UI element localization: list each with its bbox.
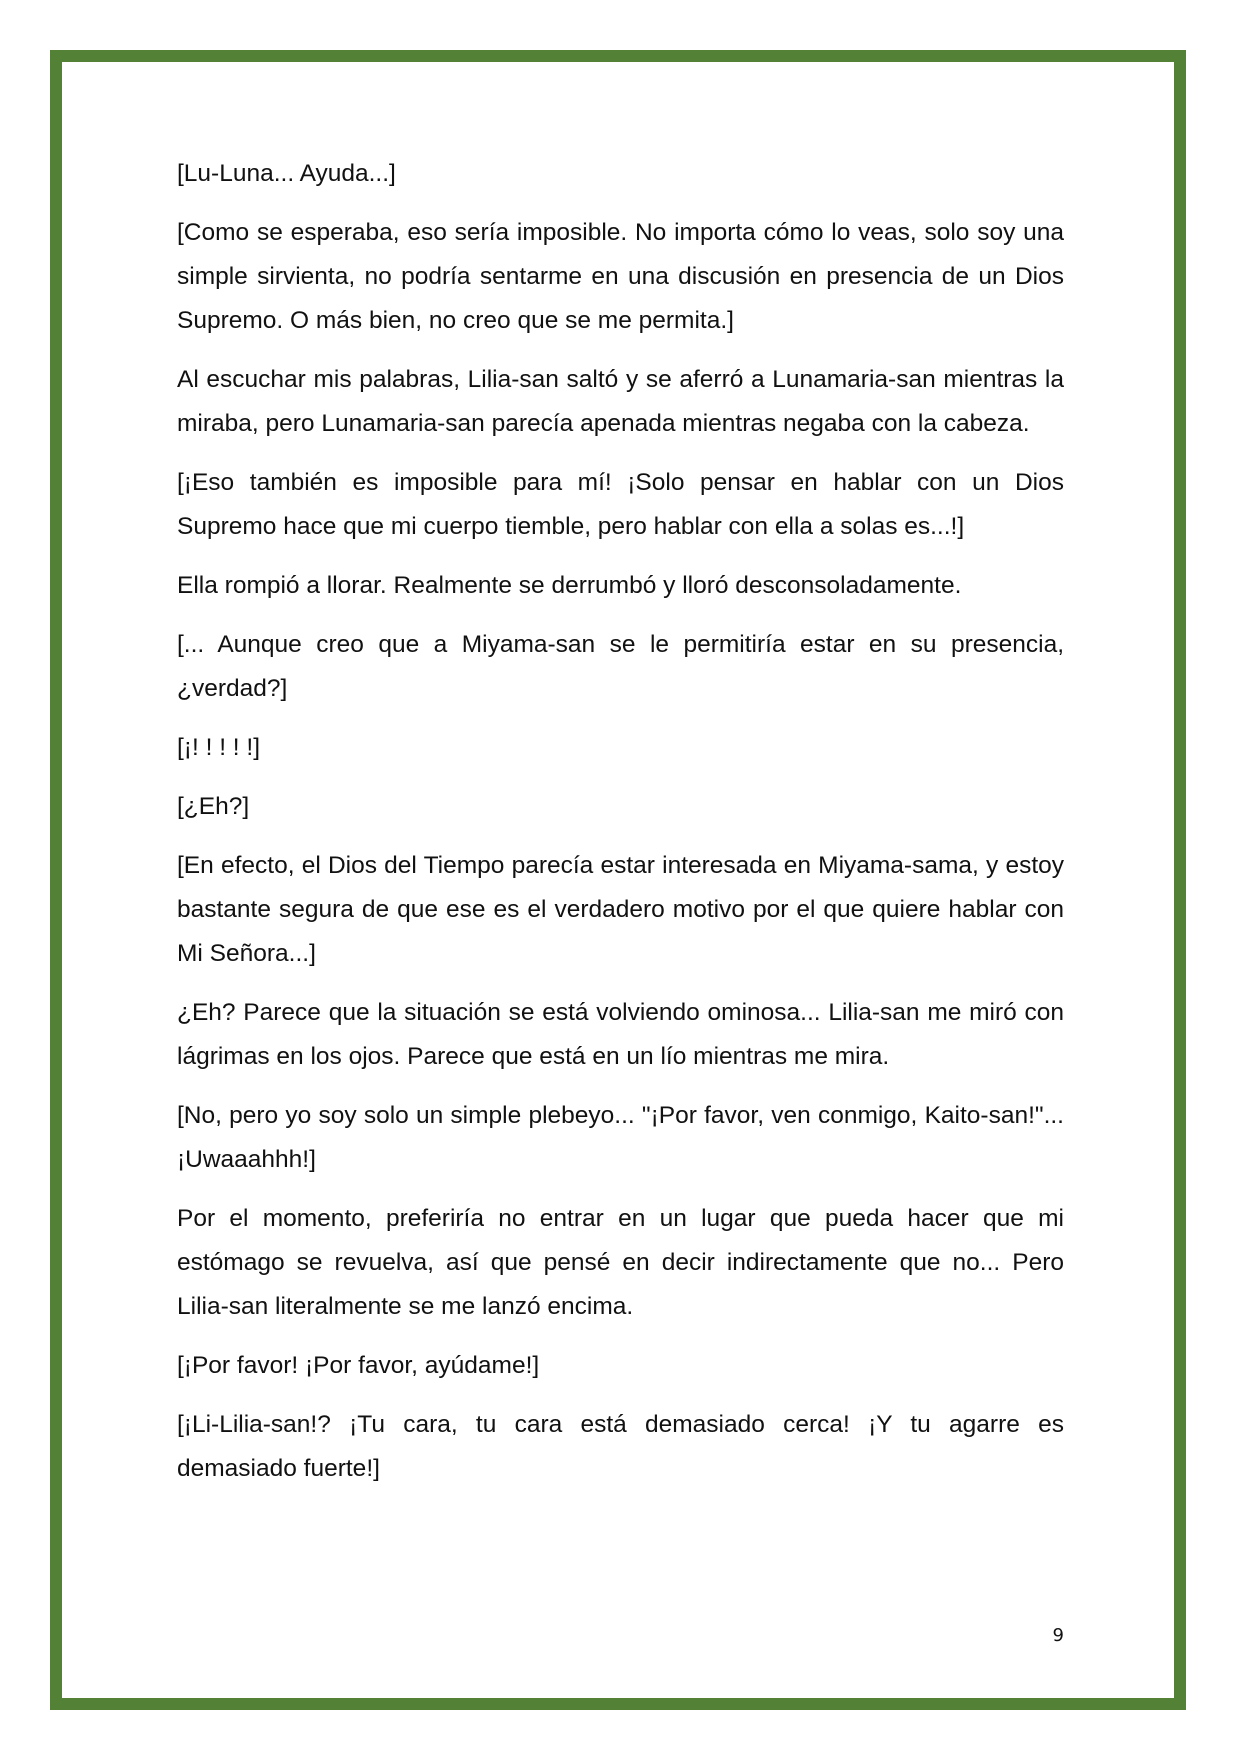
paragraph: ¿Eh? Parece que la situación se está volviendo ominosa... Lilia-san me miró con lágrimas en los ojos. Parece que está en un lío mientras me mira. [177,999,1064,1070]
paragraph: [¿Eh?] [177,793,250,820]
paragraph: [¡! ! ! ! !] [177,734,261,761]
paragraph: [... Aunque creo que a Miyama-san se le permitiría estar en su presencia, ¿verdad?] [177,631,1064,702]
paragraph: [¡Li-Lilia-san!? ¡Tu cara, tu cara está demasiado cerca! ¡Y tu agarre es demasiado fuerte!] [177,1411,1064,1482]
paragraph: [En efecto, el Dios del Tiempo parecía estar interesada en Miyama-sama, y estoy bastante segura de que ese es el verdadero motivo por el que quiere hablar con Mi Señora...] [177,852,1064,967]
page-number: 9 [1052,1625,1064,1646]
paragraph: Ella rompió a llorar. Realmente se derrumbó y lloró desconsoladamente. [177,572,962,599]
paragraph: [Lu-Luna... Ayuda...] [177,160,396,187]
document-body [177,152,1064,1506]
paragraph: [¡Por favor! ¡Por favor, ayúdame!] [177,1352,540,1379]
paragraph: [¡Eso también es imposible para mí! ¡Solo pensar en hablar con un Dios Supremo hace que mi cuerpo tiemble, pero hablar con ella a solas es...!] [177,469,1064,540]
paragraph: Al escuchar mis palabras, Lilia-san saltó y se aferró a Lunamaria-san mientras la miraba, pero Lunamaria-san parecía apenada mientras negaba con la cabeza. [177,366,1064,437]
paragraph: [No, pero yo soy solo un simple plebeyo... "¡Por favor, ven conmigo, Kaito-san!"... ¡Uwaaahhh!] [177,1102,1064,1173]
paragraph: Por el momento, preferiría no entrar en un lugar que pueda hacer que mi estómago se revuelva, así que pensé en decir indirectamente que no... Pero Lilia-san literalmente se me lanzó encima. [177,1205,1064,1320]
paragraph: [Como se esperaba, eso sería imposible. No importa cómo lo veas, solo soy una simple sirvienta, no podría sentarme en una discusión en presencia de un Dios Supremo. O más bien, no creo que se me permita.] [177,219,1064,334]
